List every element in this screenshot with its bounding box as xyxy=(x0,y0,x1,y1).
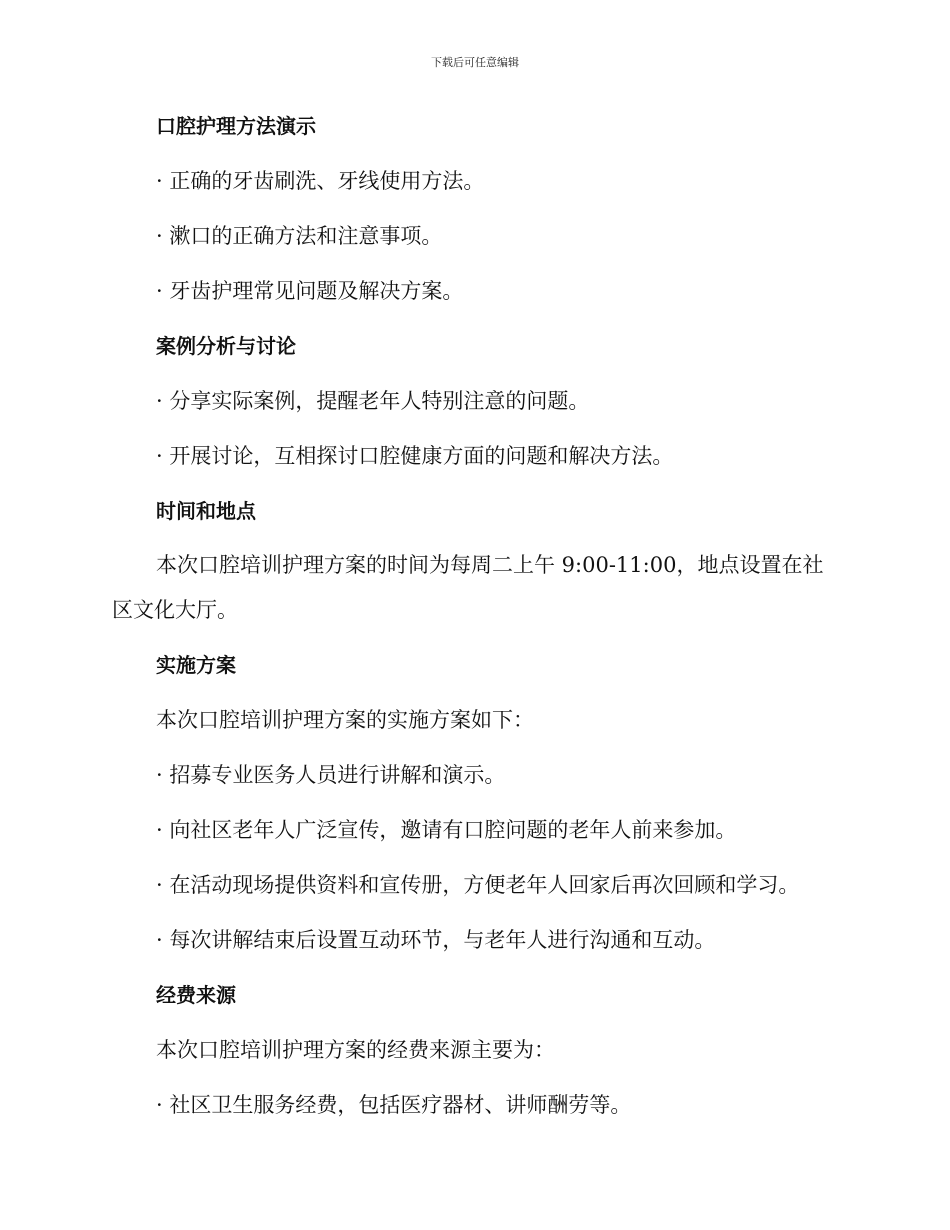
list-item: · 在活动现场提供资料和宣传册，方便老年人回家后再次回顾和学习。 xyxy=(156,873,800,897)
paragraph-funding-intro: 本次口腔培训护理方案的经费来源主要为： xyxy=(156,1038,555,1062)
section-heading-implementation: 实施方案 xyxy=(156,653,236,677)
header-note: 下载后可任意编辑 xyxy=(431,56,519,69)
section-heading-time-place: 时间和地点 xyxy=(156,499,256,523)
list-item: · 社区卫生服务经费，包括医疗器材、讲师酬劳等。 xyxy=(156,1093,632,1117)
section-heading-funding: 经费来源 xyxy=(156,983,236,1007)
section-heading-case-analysis: 案例分析与讨论 xyxy=(156,334,296,358)
list-item: · 正确的牙齿刷洗、牙线使用方法。 xyxy=(156,169,485,193)
list-item: · 每次讲解结束后设置互动环节，与老年人进行沟通和互动。 xyxy=(156,928,716,952)
list-item: · 牙齿护理常见问题及解决方案。 xyxy=(156,279,464,303)
paragraph-time-place: 本次口腔培训护理方案的时间为每周二上午 9:00-11:00，地点设置在社区文化大厅。 xyxy=(112,553,824,622)
paragraph-implementation-intro: 本次口腔培训护理方案的实施方案如下： xyxy=(156,708,534,732)
list-item: · 漱口的正确方法和注意事项。 xyxy=(156,224,443,248)
list-item: · 向社区老年人广泛宣传，邀请有口腔问题的老年人前来参加。 xyxy=(156,818,737,842)
list-item: · 招募专业医务人员进行讲解和演示。 xyxy=(156,763,506,787)
list-item: · 分享实际案例，提醒老年人特别注意的问题。 xyxy=(156,389,590,413)
list-item: · 开展讨论，互相探讨口腔健康方面的问题和解决方法。 xyxy=(156,444,674,468)
section-heading-oral-demo: 口腔护理方法演示 xyxy=(156,114,316,138)
document-body xyxy=(112,110,842,1144)
